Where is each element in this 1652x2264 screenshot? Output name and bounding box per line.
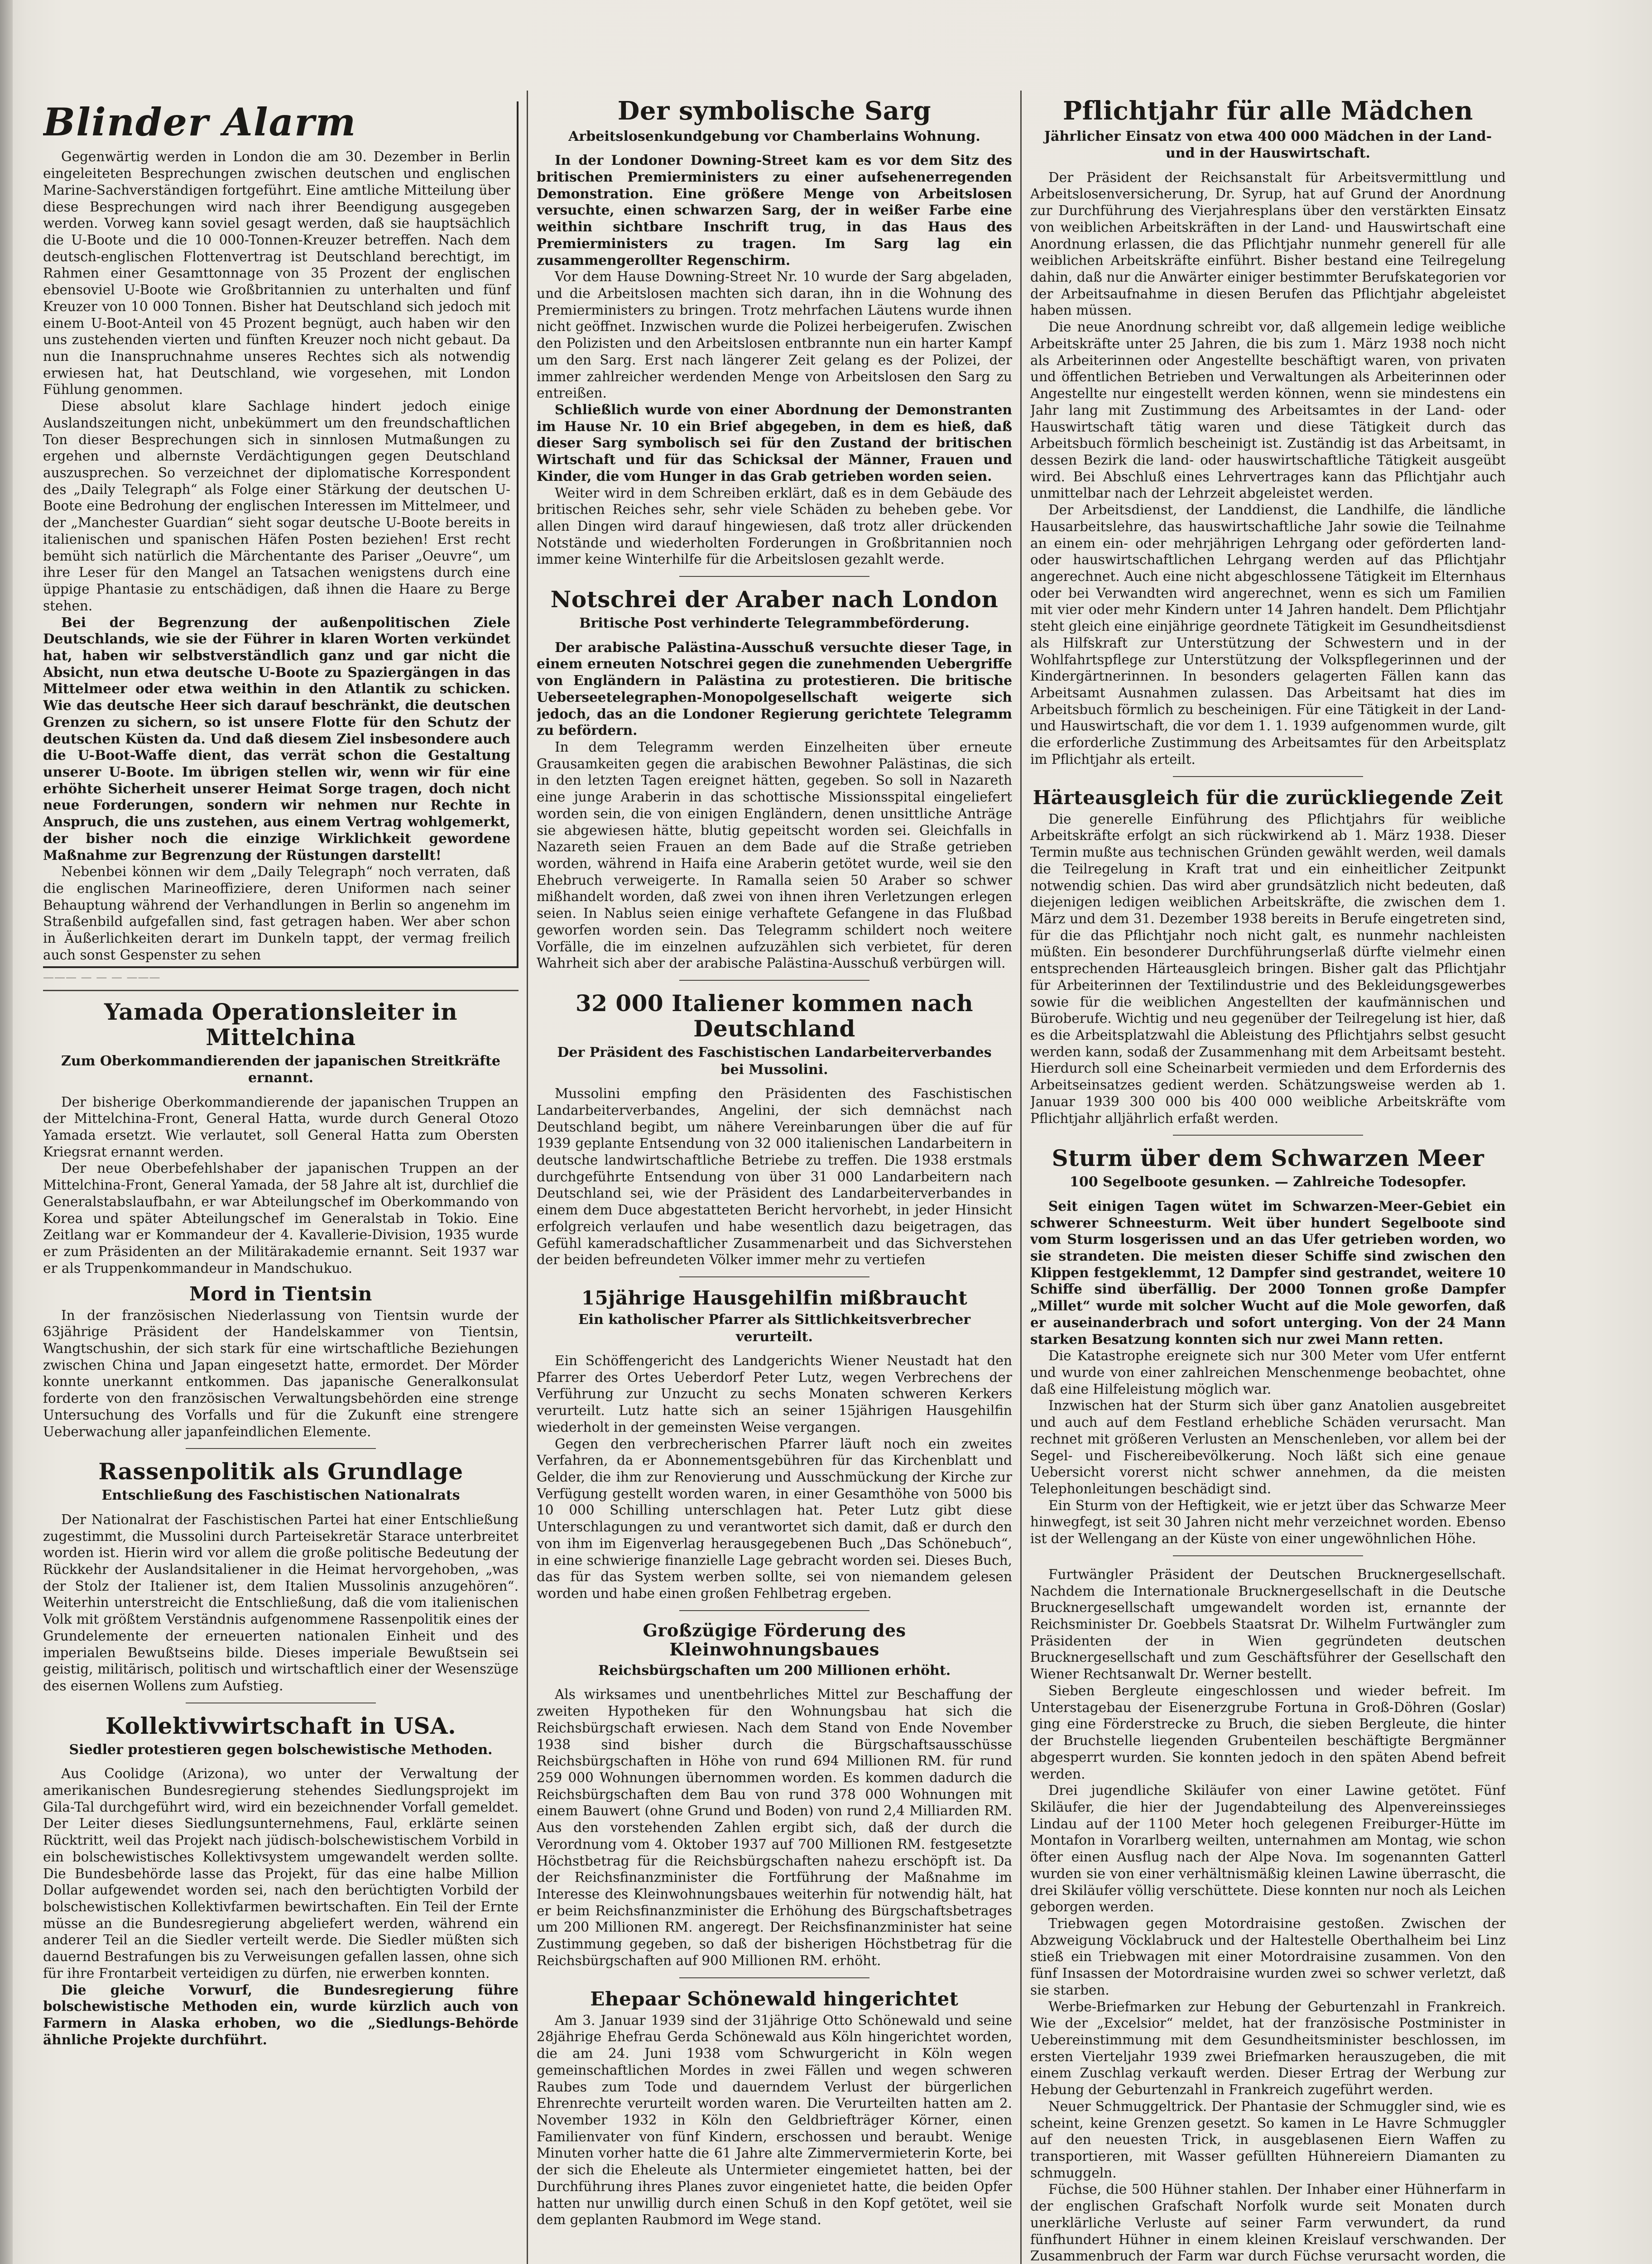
news-brief: Neuer Schmuggeltrick. Der Phantasie der Schmuggler sind, wie es scheint, keine Grenzen gesetzt. So kamen in Le Havre Schmuggler auf den neuesten Trick, in ausgeblasenen Eiern Waffen zu transportieren, mit Wasser gefüllten Hühnereiern Diamanten zu schmuggeln. [1030, 2098, 1506, 2181]
divider [43, 990, 519, 991]
divider [1173, 776, 1363, 777]
article-subtitle: 100 Segelboote gesunken. — Zahlreiche Todesopfer. [1069, 1174, 1467, 1190]
column-rule [1020, 91, 1022, 2264]
article-paragraph: In der Londoner Downing-Street kam es vor dem Sitz des britischen Premierministers zu einer aufsehenerregenden Demonstration. Eine größere Menge von Arbeitslosen versuchte, einen schwarzen Sarg, der in weißer Farbe eine weithin sichtbare Inschrift trug, in das Haus des Premierministers zu tragen. Im Sarg lag ein zusammengerollter Regenschirm. [537, 152, 1012, 268]
divider [679, 1276, 869, 1277]
article-paragraph: Der Nationalrat der Faschistischen Partei hat einer Entschließung zugestimmt, die Mussolini durch Parteisekretär Starace unterbreitet worden ist. Hierin wird vor allem die große politische Bedeutung der Rückkehr der Auslandsitaliener in die Heimat hervorgehoben, „was der Stolz der Italiener ist, dem Italien Mussolinis anzugehören“. Weiterhin unterstreicht die Entschließung, daß die vom italienischen Volk mit größtem Verständnis aufgenommene Rassenpolitik eines der Grundelemente der erneuerten nationalen Einheit und des imperialen Bewußtseins bilde. Dieses imperiale Bewußtsein sei geistig, militärisch, politisch und wirtschaftlich einer der Wesenszüge des eisernen Wollens zum Aufstieg. [43, 1511, 519, 1693]
article-paragraph: Der Arbeitsdienst, der Landdienst, die Landhilfe, die ländliche Hausarbeitslehre, das hauswirtschaftliche Jahr sowie die Teilnahme an einem ein- oder mehrjährigen Lehrgang oder geförderten land- oder hauswirtschaftlichen Lehrgang werden auf das Pflichtjahr angerechnet. Auch eine nicht abgeschlossene Tätigkeit im Elternhaus oder bei Verwandten wird angerechnet, wenn es sich um Familien mit vier oder mehr Kindern unter 14 Jahren handelt. Dem Pflichtjahr steht gleich eine einjährige geordnete Tätigkeit im Gesundheitsdienst als Hilfskraft zur Unterstützung der Schwestern und in der Wohlfahrtspflege zur Unterstützung der Volkspflegerinnen und der Kindergärtnerinnen. In besonders gelagerten Fällen kann das Arbeitsamt Ausnahmen zulassen. Das Arbeitsamt hat dies im Arbeitsbuch förmlich zu bescheinigen. Für eine Tätigkeit in der Land- und Hauswirtschaft, die vor dem 1. 1. 1939 aufgenommen wurde, gilt die erforderliche Zustimmung des Arbeitsamtes für den Arbeitsplatz im Pflichtjahr als erteilt. [1030, 502, 1506, 767]
page-edge [0, 0, 13, 2264]
article-paragraph: Der bisherige Oberkommandierende der japanischen Truppen an der Mittelchina-Front, General Hatta, wurde durch General Otozo Yamada ersetzt. Wie verlautet, soll General Hatta zum Obersten Kriegsrat ernannt werden. [43, 1094, 519, 1160]
divider [679, 576, 869, 577]
article-paragraph: Gegen den verbrecherischen Pfarrer läuft noch ein zweites Verfahren, da er Abonnementsgebühren für das Kirchenblatt und Gelder, die ihm zur Renovierung und Ausschmückung der Kirche zur Verfügung gestellt worden waren, in einer Gesamthöhe von 5000 bis 10 000 Schilling unterschlagen hat. Peter Lutz gibt diese Unterschlagungen zu und verantwortet sich damit, daß er durch den von ihm im Eigenverlag herausgegebenen Buch „Das Schönebuch“, in eine schwierige finanzielle Lage gebracht worden sei. Dieses Buch, das für das System werben sollte, sei von niemandem gelesen worden und habe einen großen Fehlbetrag ergeben. [537, 1436, 1012, 1602]
article-paragraph: Die Katastrophe ereignete sich nur 300 Meter vom Ufer entfernt und wurde von einer zahlreichen Menschenmenge beobachtet, ohne daß eine Hilfeleistung möglich war. [1030, 1348, 1506, 1397]
article-paragraph: Inzwischen hat der Sturm sich über ganz Anatolien ausgebreitet und auch auf dem Festland erhebliche Schäden verursacht. Man rechnet mit größeren Verlusten an Menschenleben, vor allem bei der Segel- und Fischereibevölkerung. Noch läßt sich eine genaue Uebersicht vorerst nicht schwer annehmen, da die meisten Telephonleitungen beschädigt sind. [1030, 1398, 1506, 1497]
article-headline: Härteausgleich für die zurückliegende Zeit [1032, 786, 1503, 809]
article-headline: 32 000 Italiener kommen nach Deutschland [575, 990, 974, 1042]
article-subtitle: Entschließung des Faschistischen Nationalrats [101, 1487, 460, 1504]
article-subtitle: Jährlicher Einsatz von etwa 400 000 Mädchen in der Land- und in der Hauswirtschaft. [1044, 128, 1492, 162]
article-subtitle: Britische Post verhinderte Telegrammbeförderung. [579, 615, 970, 632]
divider [679, 980, 869, 981]
column-middle [537, 91, 1012, 2264]
article-paragraph: In dem Telegramm werden Einzelheiten über erneute Grausamkeiten gegen die arabischen Bewohner Palästinas, die sich in den letzten Tagen ereignet hätten, gegeben. So soll in Nazareth eine junge Araberin in das schottische Missionsspital eingeliefert worden sein, die von einigen Engländern, denen unsittliche Anträge sie abgewiesen hätte, blutig gepeitscht worden sei. Gleichfalls in Nazareth seien Frauen an dem Bade auf die Straße getrieben worden, während in Haifa eine Araberin getötet wurde, weil sie den Ehebruch verweigerte. In Ramalla seien 50 Araber so schwer mißhandelt worden, daß zwei von ihnen ihren Verletzungen erlegen seien. In Nablus seien einige verhaftete Gefangene in das Flußbad geworfen worden sein. Das Telegramm schildert noch weitere Vorfälle, die im einzelnen aufzuzählen sich verbietet, für deren Wahrheit sich aber der arabische Palästina-Ausschuß verbürgen will. [537, 739, 1012, 971]
news-brief: Furtwängler Präsident der Deutschen Brucknergesellschaft. Nachdem die Internationale Brucknergesellschaft in die Deutsche Brucknergesellschaft umgewandelt worden ist, ernannte der Reichsminister Dr. Goebbels Staatsrat Dr. Wilhelm Furtwängler zum Präsidenten der in Wien gegründeten deutschen Brucknergesellschaft und zum Geschäftsführer der Gesellschaft den Wiener Rechtsanwalt Dr. Werner bestellt. [1030, 1566, 1506, 1682]
article-blinder-alarm [43, 101, 519, 968]
article-headline: Ehepaar Schönewald hingerichtet [590, 1987, 959, 2010]
divider [679, 1610, 869, 1611]
divider [1173, 1135, 1363, 1136]
article-subtitle: Arbeitslosenkundgebung vor Chamberlains Wohnung. [568, 128, 980, 144]
article-headline: Kollektivwirtschaft in USA. [105, 1712, 456, 1739]
article-paragraph: Ein Sturm von der Heftigkeit, wie er jetzt über das Schwarze Meer hinwegfegt, ist seit 30 Jahren nicht mehr verzeichnet worden. Ebenso ist der Wellengang an der Küste von einer ungewöhnlichen Höhe. [1030, 1497, 1506, 1547]
article-headline: Notschrei der Araber nach London [550, 586, 999, 613]
article-headline: Mord in Tientsin [189, 1282, 372, 1305]
article-paragraph: Der arabische Palästina-Ausschuß versuchte dieser Tage, in einem erneuten Notschrei gegen die zunehmenden Uebergriffe von Engländern in Palästina zu protestieren. Die britische Ueberseetelegraphen-Monopolgesellschaft weigerte sich jedoch, das an die Londoner Regierung gerichtete Telegramm zu befördern. [537, 639, 1012, 739]
article-paragraph: Die generelle Einführung des Pflichtjahrs für weibliche Arbeitskräfte erfolgt an sich rückwirkend ab 1. März 1938. Dieser Termin mußte aus technischen Gründen gewählt werden, weil damals die Teilregelung in Kraft trat und ein einheitlicher Zeitpunkt notwendig schien. Das wird aber grundsätzlich nicht bedeuten, daß diejenigen ledigen weiblichen Arbeitskräfte, die zwischen dem 1. März und dem 31. Dezember 1938 bereits in Berufe eingetreten sind, für die das Pflichtjahr noch nicht galt, es nunmehr nachleisten müßten. Ein besonderer Durchführungserlaß dürfte vielmehr einen entsprechenden Härteausgleich bringen. Bisher galt das Pflichtjahr für Arbeiterinnen der Textilindustrie und des Bekleidungsgewerbes sowie für die weiblichen Angestellten der kaufmännischen und Büroberufe. Wichtig und neu gegenüber der Teilregelung ist hier, daß es die Arbeitsplatzwahl die Ableistung des Pflichtjahrs selbst gesucht werden kann, sodaß der Zusammenhang mit dem Arbeitsamt besteht. Hierdurch soll eine Scheinarbeit vermieden und dem Erfordernis des Arbeitseinsatzes gedient werden. Schätzungsweise werden ab 1. Januar 1939 300 000 bis 400 000 weibliche Arbeitskräfte vom Pflichtjahr alljährlich erfaßt werden. [1030, 811, 1506, 1126]
article-paragraph: Diese absolut klare Sachlage hindert jedoch einige Auslandszeitungen nicht, unbekümmert um den freundschaftlichen Ton dieser Besprechungen sich in sinnlosen Mutmaßungen zu ergehen und albernste Verdächtigungen gegen Deutschland auszusprechen. So verzeichnet der diplomatische Korrespondent des „Daily Telegraph“ als Folge einer Stärkung der deutschen U-Boote eine Bedrohung der englischen Interessen im Mittelmeer, und der „Manchester Guardian“ sieht sogar deutsche U-Boote bereits in italienischen und spanischen Häfen Posten beziehen! Erst recht bemüht sich natürlich die Märchentante des Pariser „Oeuvre“, um ihre Leser für den Mangel an Tatsachen wenigstens durch eine üppige Phantasie zu entschädigen, daß ihnen die Haare zu Berge stehen. [43, 398, 510, 614]
news-brief: Drei jugendliche Skiläufer von einer Lawine getötet. Fünf Skiläufer, die hier der Jugendabteilung des Alpenvereinssieges Lindau auf der 1100 Meter hoch gelegenen Freiburger-Hütte im Montafon in Vorarlberg weilten, unternahmen am Montag, wie schon öfter einen Ausflug nach der Alpe Nova. Im sogenannten Gatterl wurden sie von einer verhältnismäßig kleinen Lawine überrascht, die drei Skiläufer völlig verschüttete. Diese konnten nur noch als Leichen geborgen werden. [1030, 1783, 1506, 1915]
article-headline: Rassenpolitik als Grundlage [98, 1458, 463, 1485]
news-brief: Füchse, die 500 Hühner stahlen. Der Inhaber einer Hühnerfarm in der englischen Grafschaft Norfolk wurde seit Monaten durch unerklärliche Verluste auf seiner Farm verwundert, da rund fünfhundert Hühner in einem kleinen Kreislauf verschwanden. Der Zusammenbruch der Farm war durch Füchse verursacht worden, die [1030, 2182, 1506, 2264]
article-subtitle: Zum Oberkommandierenden der japanischen Streitkräfte ernannt. [61, 1053, 500, 1086]
divider [679, 1977, 869, 1978]
article-paragraph: Seit einigen Tagen wütet im Schwarzen-Meer-Gebiet ein schwerer Schneesturm. Weit über hundert Segelboote sind vom Sturm losgerissen und an das Ufer getrieben worden, wo sie strandeten. Die meisten dieser Schiffe sind zwischen den Klippen festgeklemmt, 12 Dampfer sind gestrandet, weitere 10 Schiffe sind überfällig. Der 2000 Tonnen große Dampfer „Millet“ wurde mit solcher Wucht auf die Mole geworfen, daß er auseinanderbrach und sofort unterging. Von der 24 Mann starken Besatzung konnten sich nur zwei Mann retten. [1030, 1198, 1506, 1347]
news-brief: Triebwagen gegen Motordraisine gestoßen. Zwischen der Abzweigung Vöcklabruck und der Haltestelle Oberthalheim bei Linz stieß ein Triebwagen mit einer Motordraisine zusammen. Von den fünf Insassen der Motordraisine wurden zwei so schwer verletzt, daß sie starben. [1030, 1915, 1506, 1998]
article-paragraph: Der neue Oberbefehlshaber der japanischen Truppen an der Mittelchina-Front, General Yamada, der 58 Jahre alt ist, durchlief die Generalstabslaufbahn, er war Abteilungschef im Oberkommando von Korea und später Abteilungschef im Generalstab in Tokio. Eine Zeitlang war er Kommandeur der 4. Kavallerie-Division, 1935 wurde er zum Präsidenten an der Militärakademie ernannt. Seit 1937 war er als Truppenkommandeur in Mandschukuo. [43, 1161, 519, 1276]
article-paragraph: Schließlich wurde von einer Abordnung der Demonstranten im Hause Nr. 10 ein Brief abgegeben, in dem es hieß, daß dieser Sarg symbolisch sei für den Zustand der britischen Wirtschaft und für das Schicksal der Männer, Frauen und Kinder, die vom Hunger in das Grab getrieben worden seien. [537, 402, 1012, 484]
article-paragraph: Vor dem Hause Downing-Street Nr. 10 wurde der Sarg abgeladen, und die Arbeitslosen machten sich daran, ihn in die Wohnung des Premierministers zu bringen. Trotz mehrfachen Läutens wurde ihnen nicht geöffnet. Inzwischen wurde die Polizei herbeigerufen. Zwischen den Polizisten und den Arbeitslosen entbrannte nun ein harter Kampf um den Sarg. Erst nach längerer Zeit gelang es der Polizei, der immer zahlreicher werdenden Menge von Arbeitslosen den Sarg zu entreißen. [537, 269, 1012, 401]
article-subtitle: Siedler protestieren gegen bolschewistische Methoden. [69, 1741, 493, 1758]
article-paragraph: Als wirksames und unentbehrliches Mittel zur Beschaffung der zweiten Hypotheken für den Wohnungsbau hat sich die Reichsbürgschaft erwiesen. Nach dem Stand von Ende November 1938 sind bisher durch die Bürgschaftsausschüsse Reichsbürgschaften in Höhe von rund 694 Millionen RM. für rund 259 000 Wohnungen übernommen worden. Es kommen dadurch die Reichsbürgschaften dem Bau von rund 378 000 Wohnungen mit einem Bauwert (ohne Grund und Boden) von rund 2,4 Milliarden RM. Aus den vorstehenden Zahlen ergibt sich, daß der durch die Verordnung vom 4. Oktober 1937 auf 700 Millionen RM. festgesetzte Höchstbetrag für die Reichsbürgschaften nahezu erschöpft ist. Da der Reichsfinanzminister die Fortführung der Maßnahme im Interesse des Kleinwohnungsbaues weiterhin für notwendig hält, hat er beim Reichsfinanzminister die Erhöhung des Bürgschaftsbetrages um 200 Millionen RM. angeregt. Der Reichsfinanzminister hat seine Zustimmung gegeben, so daß der bisherigen Höchstbetrag für die Reichsbürgschaften auf 900 Millionen RM. erhöht. [537, 1687, 1012, 1968]
article-headline: Großzügige Förderung des Kleinwohnungsbaues [643, 1620, 906, 1660]
divider [186, 1448, 376, 1449]
article-headline: Der symbolische Sarg [617, 96, 932, 126]
article-headline: Yamada Operationsleiter in Mittelchina [104, 998, 458, 1050]
bleed-through-line: ——— — — — ——— [43, 970, 161, 983]
news-brief: Sieben Bergleute eingeschlossen und wieder befreit. Im Unterstagebau der Eisenerzgrube Fortuna in Groß-Döhren (Goslar) ging eine Förderstrecke zu Bruch, die sieben Bergleute, die hinter der Bruchstelle liegenden Grubenteilen beschäftigte Bergmänner abgesperrt wurden. Sie konnten jedoch in den späten Abend befreit werden. [1030, 1683, 1506, 1782]
article-paragraph: Mussolini empfing den Präsidenten des Faschistischen Landarbeiterverbandes, Angelini, der sich demnächst nach Deutschland begibt, um nähere Vereinbarungen über die auf für 1939 geplante Entsendung von 32 000 italienischen Landarbeitern in deutsche landwirtschaftliche Betriebe zu treffen. Die 1938 erstmals durchgeführte Entsendung von über 31 000 Landarbeitern nach Deutschland sei, wie der Präsident des Landarbeiterverbandes in einem dem Duce abgestatteten Bericht hervorhebt, in jeder Hinsicht erfolgreich verlaufen und habe wesentlich dazu beigetragen, das Gefühl kameradschaftlicher Zusammenarbeit und das Sichverstehen der beiden befreundeten Völker immer mehr zu vertiefen [537, 1086, 1012, 1268]
column-rule [527, 91, 528, 2264]
article-paragraph: Bei der Begrenzung der außenpolitischen Ziele Deutschlands, wie sie der Führer in klaren Worten verkündet hat, haben wir selbstverständlich ganz und gar nicht die Absicht, nun etwa deutsche U-Boote zu Spaziergängen in das Mittelmeer oder etwa weithin in den Atlantik zu schicken. Wie das deutsche Heer sich darauf beschränkt, die deutschen Grenzen zu sichern, so ist unsere Flotte für den Schutz der deutschen Küsten da. Und daß diesem Ziel insbesondere auch die U-Boot-Waffe dient, das verrät schon die Gestaltung unserer U-Boote. Im übrigen stellen wir, wenn wir für eine erhöhte Sicherheit unserer Heimat Sorge tragen, doch nicht neue Forderungen, sondern wir nehmen nur Rechte in Anspruch, die uns zustehen, aus einem Vertrag wohlgemerkt, der bisher noch die einzige Wirklichkeit gewordene Maßnahme zur Begrenzung der Rüstungen darstellt! [43, 614, 510, 863]
article-headline: 15jährige Hausgehilfin mißbraucht [581, 1286, 968, 1309]
article-headline: Sturm über dem Schwarzen Meer [1052, 1145, 1484, 1172]
article-paragraph: Die neue Anordnung schreibt vor, daß allgemein ledige weibliche Arbeitskräfte unter 25 Jahren, die bis zum 1. März 1938 noch nicht als Arbeiterinnen oder Angestellte beschäftigt waren, von privaten und öffentlichen Betrieben und Verwaltungen als Arbeiterinnen oder Angestellte nur eingestellt werden können, wenn sie mindestens ein Jahr lang mit Zustimmung des Arbeitsamtes in der Land- oder Hauswirtschaft tätig waren und diese Tätigkeit durch das Arbeitsbuch förmlich bescheinigt ist. Zuständig ist das Arbeitsamt, in dessen Bezirk die land- oder hauswirtschaftliche Tätigkeit ausgeübt wird. Bei Abschluß eines Lehrvertrages kann das Pflichtjahr auch unmittelbar nach der Lehrzeit abgeleistet werden. [1030, 319, 1506, 501]
article-paragraph: Am 3. Januar 1939 sind der 31jährige Otto Schönewald und seine 28jährige Ehefrau Gerda Schönewald aus Köln hingerichtet worden, die am 24. Juni 1938 vom Schwurgericht in Köln wegen gemeinschaftlichen Mordes in zwei Fällen und wegen schweren Raubes zum Tode und dauerndem Verlust der bürgerlichen Ehrenrechte verurteilt worden waren. Die Verurteilten hatten am 2. November 1932 in Köln den Geldbriefträger Körner, einen Familienvater von fünf Kindern, erschossen und beraubt. Wenige Minuten vorher hatte die 61 Jahre alte Zimmervermieterin Korte, bei der sich die Eheleute als Untermieter eingemietet hatten, bei der Durchführung ihres Planes zuvor eingenietet hatte, die beiden Opfer hatten nur unwillig durch einen Schuß in den Kopf getötet, weil sie dem geplanten Raubmord im Wege stand. [537, 2012, 1012, 2228]
news-brief: Werbe-Briefmarken zur Hebung der Geburtenzahl in Frankreich. Wie der „Excelsior“ meldet, hat der französische Postminister in Uebereinstimmung mit dem Gesundheitsminister beschlossen, im ersten Vierteljahr 1939 zwei Briefmarken herauszugeben, die mit einem Zuschlag verkauft werden. Dieser Ertrag der Werbung zur Hebung der Geburtenzahl in Frankreich zugeführt werden. [1030, 1999, 1506, 2098]
article-paragraph: Ein Schöffengericht des Landgerichts Wiener Neustadt hat den Pfarrer des Ortes Ueberdorf Peter Lutz, wegen Verbrechens der Verführung zur Unzucht zu sechs Monaten schweren Kerkers verurteilt. Lutz hatte sich an seiner 15jährigen Hausgehilfin wiederholt in der gemeinsten Weise vergangen. [537, 1353, 1012, 1435]
article-paragraph: Die gleiche Vorwurf, die Bundesregierung führe bolschewistische Methoden ein, wurde kürzlich auch von Farmern in Alaska erhoben, wo die „Siedlungs-Behörde ähnliche Projekte durchführt. [43, 1981, 519, 2048]
article-paragraph: In der französischen Niederlassung von Tientsin wurde der 63jährige Präsident der Handelskammer von Tientsin, Wangtschushin, der sich stark für eine wirtschaftliche Beziehungen zwischen China und Japan eingesetzt hatte, ermordet. Der Mörder konnte unerkannt entkommen. Das japanische Generalkonsulat forderte von den französischen Verwaltungsbehörden eine strenge Untersuchung des Vorfalls und für die Zukunft eine strengere Ueberwachung aller japanfeindlichen Elemente. [43, 1307, 519, 1439]
article-subtitle: Der Präsident des Faschistischen Landarbeiterverbandes bei Mussolini. [557, 1045, 992, 1078]
column-right [1030, 91, 1506, 2264]
article-subtitle: Ein katholischer Pfarrer als Sittlichkeitsverbrecher verurteilt. [578, 1312, 971, 1345]
article-headline: Pflichtjahr für alle Mädchen [1062, 96, 1474, 126]
article-paragraph: Weiter wird in dem Schreiben erklärt, daß es in dem Gebäude des britischen Reiches sehr, sehr viele Schäden zu beheben gebe. Vor allen Dingen wird darauf hingewiesen, daß trotz aller drückenden Notstände und wiederholten Forderungen in Großbritannien noch immer keine Winterhilfe für die Arbeitslosen gezahlt werde. [537, 485, 1012, 567]
article-paragraph: Gegenwärtig werden in London die am 30. Dezember in Berlin eingeleiteten Besprechungen zwischen deutschen und englischen Marine-Sachverständigen fortgeführt. Eine amtliche Mitteilung über diese Besprechungen wird nach ihrer Beendigung ausgegeben werden. Vorweg kann soviel gesagt werden, daß sie hauptsächlich die U-Boote und die 10 000-Tonnen-Kreuzer betreffen. Nach dem deutsch-englischen Flottenvertrag ist Deutschland berechtigt, im Rahmen einer Gesamttonnage von 35 Prozent der englischen ebensoviel U-Boote wie Großbritannien zu unterhalten und fünf Kreuzer von 10 000 Tonnen. Bisher hat Deutschland sich jedoch mit einem U-Boot-Anteil von 45 Prozent begnügt, auch haben wir den uns zustehenden vierten und fünften Kreuzer noch nicht gebaut. Da nun die Inanspruchnahme unseres Rechtes sich als notwendig erwiesen hat, hat Deutschland, wie vorgesehen, mit London Fühlung genommen. [43, 149, 510, 398]
article-headline: Blinder Alarm [43, 100, 357, 144]
article-subtitle: Reichsbürgschaften um 200 Millionen erhöht. [598, 1662, 951, 1679]
column-left [43, 91, 519, 2264]
article-paragraph: Der Präsident der Reichsanstalt für Arbeitsvermittlung und Arbeitslosenversicherung, Dr. Syrup, hat auf Grund der Anordnung zur Durchführung des Vierjahresplans über den verstärkten Einsatz von weiblichen Arbeitskräften in der Land- und Hauswirtschaft eine Anordnung erlassen, die das Pflichtjahr nunmehr generell für alle weiblichen Arbeitskräfte einführt. Bisher bestand eine Teilregelung dahin, daß nur die Anwärter einiger bestimmter Berufskategorien vor der Arbeitsaufnahme in diesen Berufen das Pflichtjahr abgeleistet haben müssen. [1030, 169, 1506, 318]
article-paragraph: Nebenbei können wir dem „Daily Telegraph“ noch verraten, daß die englischen Marineoffiziere, deren Uniformen nach seiner Behauptung während der Verhandlungen in Berlin so angenehm im Straßenbild aufgefallen sind, fast getragen haben. Wer aber schon in Äußerlichkeiten derart im Dunkeln tappt, der vermag freilich auch sonst Gespenster zu sehen [43, 864, 510, 963]
divider [1173, 1555, 1363, 1556]
article-paragraph: Aus Coolidge (Arizona), wo unter der Verwaltung der amerikanischen Bundesregierung stehendes Siedlungsprojekt im Gila-Tal durchgeführt wird, wird ein bezeichnender Vorfall gemeldet. Der Leiter dieses Siedlungsunternehmens, Faul, erklärte seinen Rücktritt, weil das Projekt nach jüdisch-bolschewistischem Vorbild in ein bolschewistisches Kollektivsystem umgewandelt werden sollte. Die Bundesbehörde lasse das Projekt, für das eine halbe Million Dollar aufgewendet worden sei, nach den berüchtigten Vorbild der bolschewistischen Kollektivfarmen bewirtschaften. Ein Teil der Ernte müsse an die Bundesregierung abgeliefert werden, während ein anderer Teil an die Siedler verteilt werde. Die Siedler müßten sich dauernd Bestrafungen bis zu Verweisungen gefallen lassen, ohne sich für ihre Frontarbeit verteidigen zu dürfen, nie erwerben konnten. [43, 1766, 519, 1981]
